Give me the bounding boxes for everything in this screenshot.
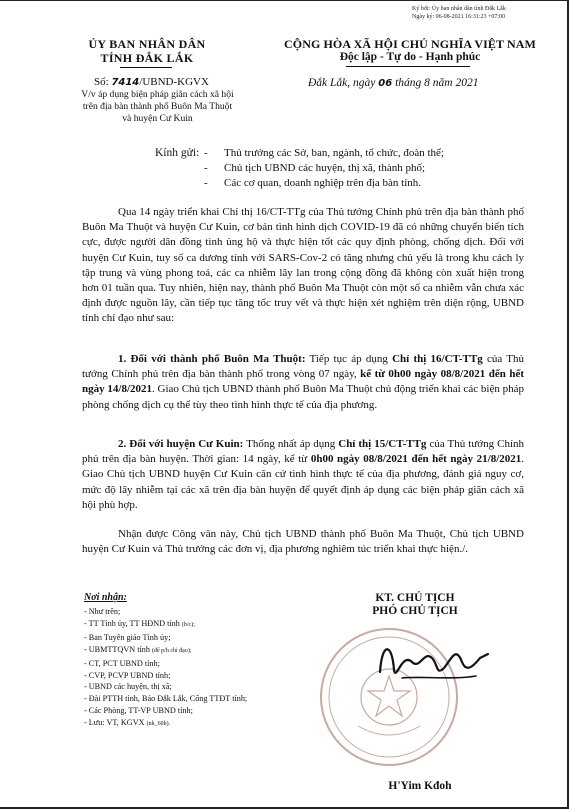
- closing-paragraph: Nhận được Công văn này, Chủ tịch UBND thành phố Buôn Ma Thuột, Chủ tịch UBND huyện Cư Kuin và Thủ trưởng các đơn vị, địa phương nghiêm túc triển khai thực hiện./.: [82, 528, 524, 556]
- doc-number-suffix: /UBND-KGVX: [139, 76, 209, 88]
- list-item: - Ban Tuyên giáo Tỉnh ủy;: [84, 632, 171, 642]
- item-1-paragraph: 1. Đối với thành phố Buôn Ma Thuột: Tiếp tục áp dụng Chỉ thị 16/CT-TTg của Thủ tướng Chính phủ trên địa bàn thành phố trong vòng 07 ngày, kể từ 0h00 ngày 08/8/2021 đến hết ngày 14/8/2021. Giao Chủ tịch UBND thành phố Buôn Ma Thuột chủ động triển khai các biện pháp phòng chống dịch cụ thể tùy theo tình hình thực tế của địa phương.: [82, 353, 525, 411]
- date-middle: tháng: [395, 77, 422, 89]
- signature-authority: KT. CHỦ TỊCH: [375, 592, 455, 604]
- noi-nhan-list: [84, 606, 247, 731]
- stamp-line-date: Ngày ký: 06-08-2021 16:31:23 +07:00: [412, 14, 506, 20]
- date-suffix: năm 2021: [432, 77, 479, 89]
- list-item: - CVP, PCVP UBND tỉnh;: [84, 670, 171, 680]
- national-title: CỘNG HÒA XÃ HỘI CHỦ NGHĨA VIỆT NAM: [284, 37, 536, 51]
- motto-underline: [346, 66, 470, 67]
- list-item: - CT, PCT UBND tỉnh;: [84, 658, 160, 668]
- list-item: - UBND các huyện, thị xã;: [84, 682, 172, 692]
- noi-nhan-heading: Nơi nhận:: [84, 592, 127, 603]
- signer-name: H'Yim Kđoh: [388, 780, 452, 792]
- recipient-item: - Các cơ quan, doanh nghiệp trên địa bàn tỉnh.: [204, 177, 422, 189]
- agency-underline: [120, 67, 172, 68]
- agency-province: TỈNH ĐẮK LẮK: [100, 51, 194, 65]
- item-2-title: 2. Đối với huyện Cư Kuin:: [118, 438, 244, 450]
- stamp-line-signer: Ký bởi: Ủy ban nhân dân tỉnh Đắk Lắk: [412, 6, 506, 12]
- document-number: [94, 76, 209, 88]
- intro-paragraph: Qua 14 ngày triển khai Chỉ thị 16/CT-TTg của Thủ tướng Chính phủ trên địa bàn thành phố Buôn Ma Thuột và huyện Cư Kuin, cơ bản tình hình dịch COVID-19 đã có những chuyển biến tích cực, được người dân đồng tình ủng hộ và thực hiện tốt các quy định phòng, chống dịch. Đối với huyện Cư Kuin, tuy số ca dương tính với SARS-Cov-2 có tăng nhưng chủ yếu là trong khu cách ly tập trung và vùng phong toả, các ca nhiễm lây lan trong cộng đồng đã không còn xuất hiện trong hơn 01 tuần qua. Tuy nhiên, hiện nay, thành phố Buôn Ma Thuột còn một số ca nhiễm vẫn chưa xác định được nguồn lây, cần tiếp tục tăng tốc truy vết và thực hiện xét nghiệm trên diện rộng, UBND tỉnh chỉ đạo như sau:: [82, 206, 524, 325]
- document-subject: V/v áp dụng biện pháp giãn cách xã hội trên địa bàn thành phố Buôn Ma Thuột và huyện Cư Kuin: [81, 89, 234, 124]
- digital-signature-stamp: [412, 5, 506, 21]
- signature-position: PHÓ CHỦ TỊCH: [372, 605, 458, 617]
- date-day: 06: [378, 78, 393, 89]
- list-item: - UBMTTQVN tỉnh (để p/h chỉ đạo);: [84, 644, 192, 654]
- item-2-paragraph: 2. Đối với huyện Cư Kuin: Thống nhất áp dụng Chỉ thị 15/CT-TTg của Thủ tướng Chính phủ trên địa bàn huyện. Thời gian: 14 ngày, kể từ 0h00 ngày 08/8/2021 đến hết ngày 21/8/2021. Giao Chủ tịch UBND huyện Cư Kuin căn cứ tình hình thực tế của địa phương, đánh giá nguy cơ, mức độ lây nhiễm tại các xã trên địa bàn huyện để quyết định áp dụng các biện pháp giãn cách xã hội phù hợp.: [82, 438, 525, 511]
- list-item: - Các Phòng, TT-VP UBND tỉnh;: [84, 706, 193, 716]
- list-item: - Như trên;: [84, 607, 121, 616]
- handwritten-signature-icon: [372, 632, 492, 692]
- recipient-item: - Thủ trưởng các Sở, ban, ngành, tổ chức, đoàn thể;: [204, 147, 444, 159]
- recipient-item: - Chủ tịch UBND các huyện, thị xã, thành phố;: [204, 162, 426, 174]
- agency-name: ỦY BAN NHÂN DÂN: [88, 37, 206, 51]
- page-border-top: [0, 0, 569, 1]
- list-item: - Đài PTTH tỉnh, Báo Đắk Lắk, Cổng TTĐT tỉnh;: [84, 694, 248, 704]
- document-date: [308, 77, 478, 89]
- date-month: 8: [424, 77, 430, 89]
- national-motto: Độc lập - Tự do - Hạnh phúc: [339, 51, 481, 63]
- date-prefix: Đắk Lắk, ngày: [308, 77, 376, 89]
- doc-number-handwritten: 7414: [111, 77, 140, 88]
- list-item: - TT Tỉnh ủy, TT HĐND tỉnh (b/c);: [84, 618, 195, 628]
- kinh-gui-label: Kính gửi:: [155, 147, 200, 159]
- list-item: - Lưu: VT, KGVX (nk_60b).: [84, 718, 171, 728]
- item-1-title: 1. Đối với thành phố Buôn Ma Thuột:: [118, 353, 306, 365]
- doc-number-prefix: Số:: [94, 76, 109, 88]
